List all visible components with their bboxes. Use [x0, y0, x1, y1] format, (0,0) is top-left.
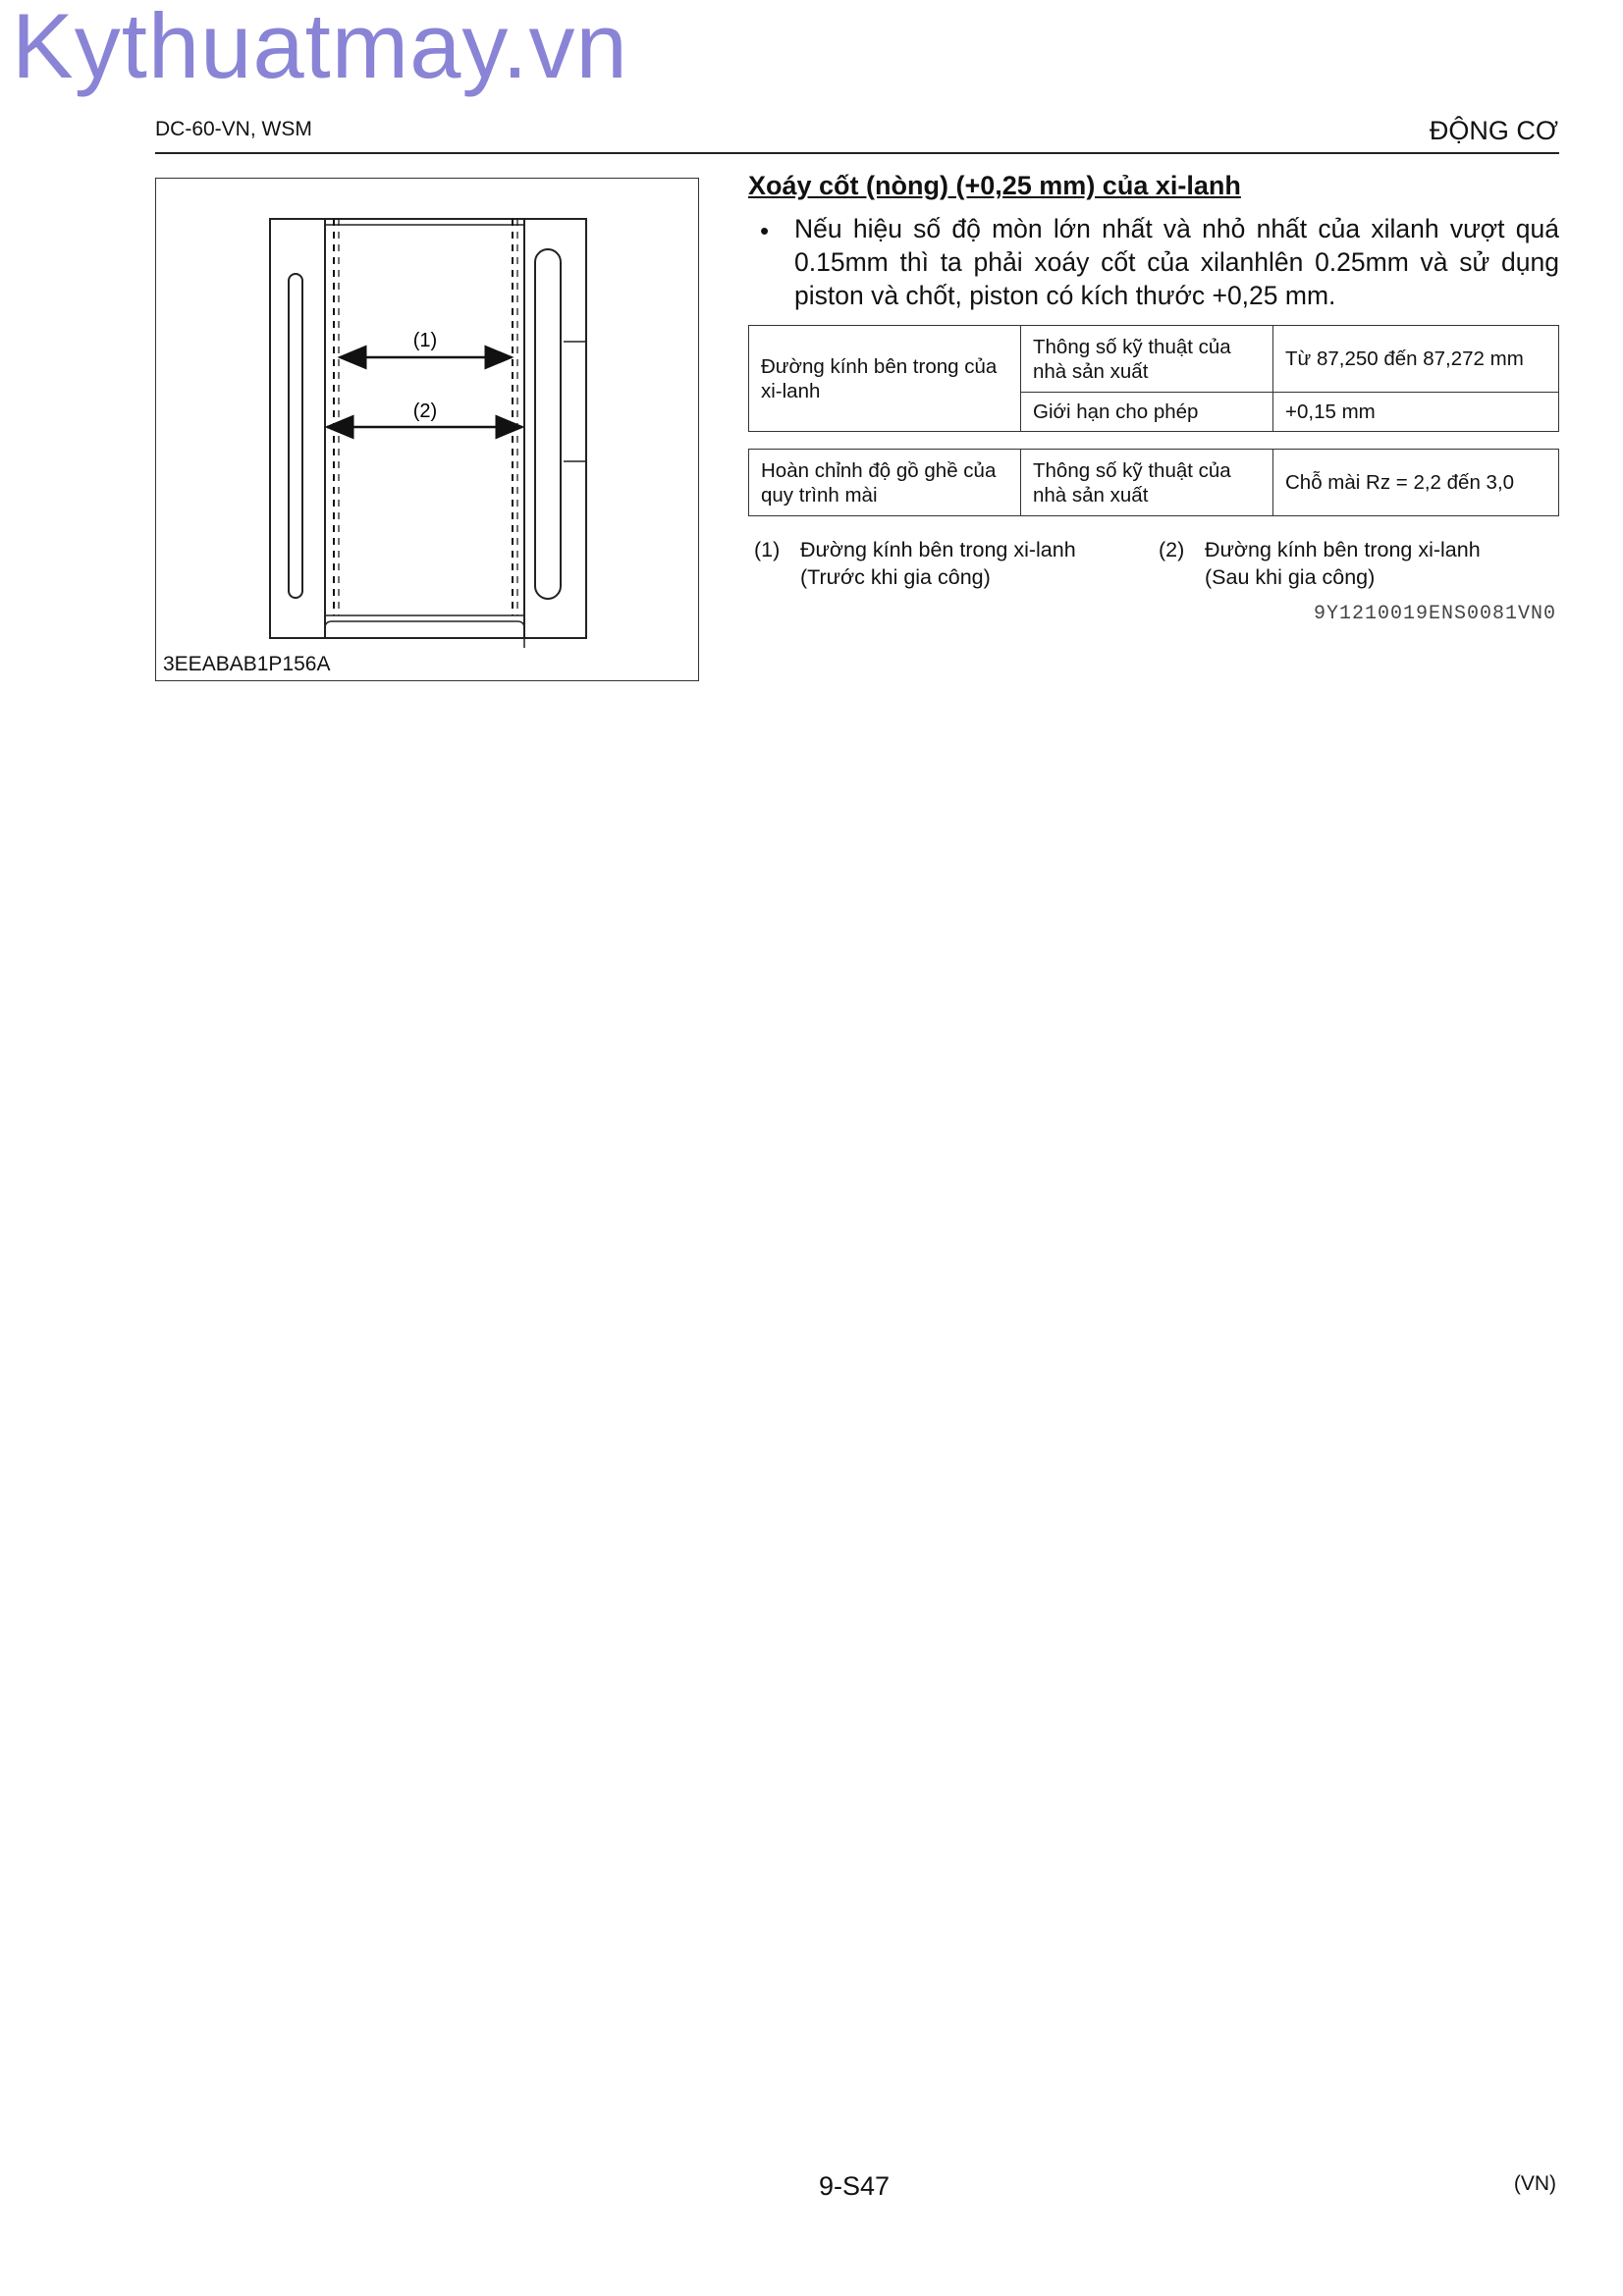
note-number: (1) [754, 538, 781, 561]
spec-item: Đường kính bên trong của xi-lanh [749, 326, 1021, 432]
spec-label: Giới hạn cho phép [1021, 393, 1273, 432]
spec-label: Thông số kỹ thuật của nhà sản xuất [1021, 450, 1273, 516]
watermark-logo: Kythuatmay.vn [12, 0, 628, 97]
header-doc-id: DC-60-VN, WSM [155, 118, 312, 140]
figure-label-2: (2) [412, 400, 438, 422]
section-title: Xoáy cốt (nòng) (+0,25 mm) của xi-lanh [748, 171, 1241, 200]
cylinder-figure [155, 178, 699, 681]
spec-label: Thông số kỹ thuật của nhà sản xuất [1021, 326, 1273, 393]
cylinder-diagram [156, 179, 700, 682]
header-divider [155, 152, 1559, 154]
note-item [1205, 536, 1481, 591]
spec-table-roughness [748, 449, 1559, 516]
bullet-text: Nếu hiệu số độ mòn lớn nhất và nhỏ nhất của xilanh vượt quá 0.15mm thì ta phải xoáy cốt của xilanhlên 0.25mm và sử dụng piston và chốt, piston có kích thước +0,25 mm. [794, 214, 1559, 310]
bullet-marker: • [760, 216, 770, 245]
note-line: (Sau khi gia công) [1205, 565, 1376, 589]
spec-value: Từ 87,250 đến 87,272 mm [1273, 326, 1559, 393]
spec-table-bore [748, 325, 1559, 432]
document-code: 9Y1210019ENS0081VN0 [1313, 603, 1556, 625]
figure-caption: 3EEABAB1P156A [163, 653, 331, 675]
language-tag: (VN) [1513, 2172, 1556, 2195]
spec-value: Chỗ mài Rz = 2,2 đến 3,0 [1273, 450, 1559, 516]
spec-item: Hoàn chỉnh độ gồ ghề của quy trình mài [749, 450, 1021, 516]
figure-label-1: (1) [412, 330, 438, 351]
spec-value: +0,15 mm [1273, 393, 1559, 432]
note-number: (2) [1159, 538, 1185, 561]
page-number: 9-S47 [819, 2171, 891, 2201]
header-chapter: ĐỘNG CƠ [1429, 116, 1558, 145]
note-line: Đường kính bên trong xi-lanh [1205, 538, 1481, 561]
note-line: (Trước khi gia công) [800, 565, 991, 589]
note-line: Đường kính bên trong xi-lanh [800, 538, 1076, 561]
note-item [800, 536, 1076, 591]
